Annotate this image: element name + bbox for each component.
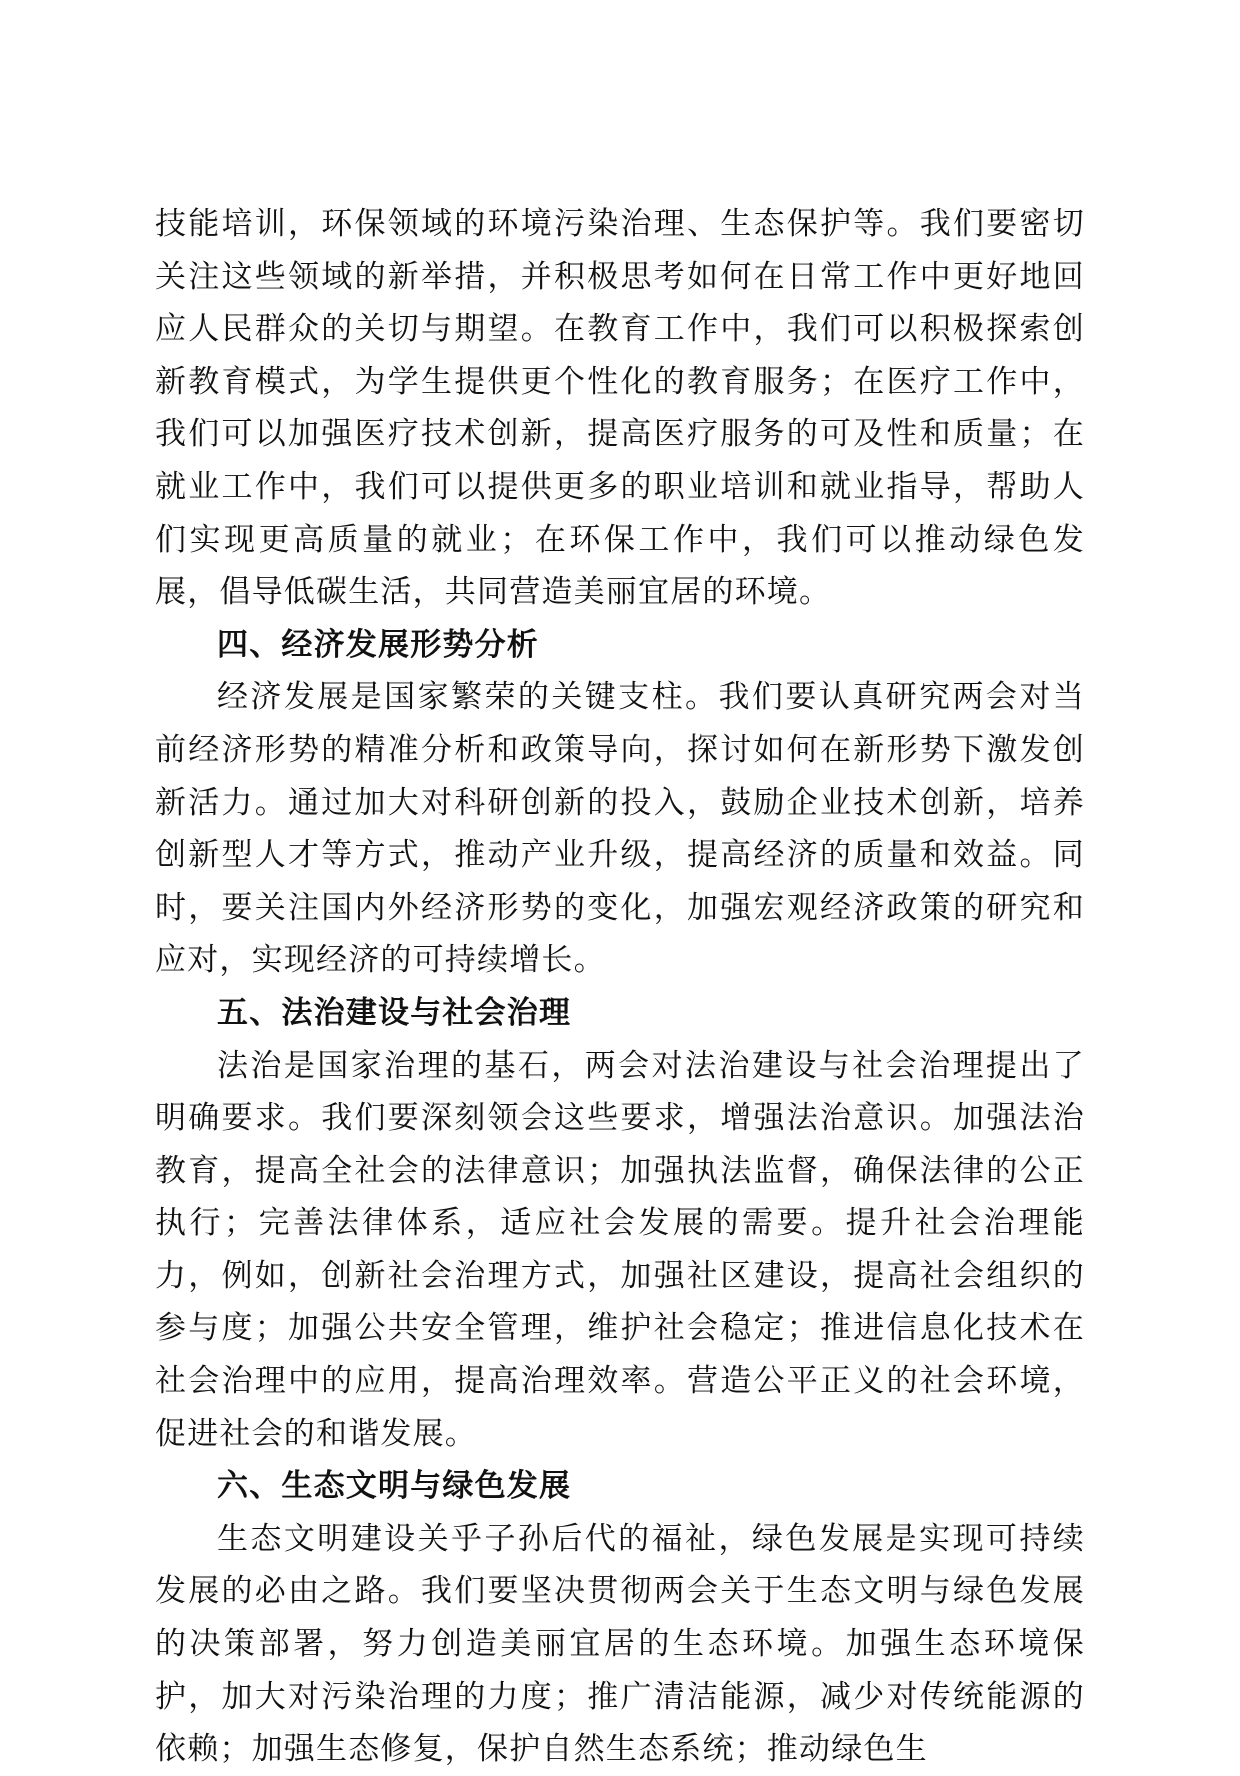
section-paragraph-economy: 经济发展是国家繁荣的关键支柱。我们要认真研究两会对当前经济形势的精准分析和政策导向，探讨如何在新形势下激发创新活力。通过加大对科研创新的投入，鼓励企业技术创新，培养创新型人才等方式，推动产业升级，提高经济的质量和效益。同时，要关注国内外经济形势的变化，加强宏观经济政策的研究和应对，实现经济的可持续增长。: [155, 679, 1085, 979]
section-heading-rule-of-law: 五、法治建设与社会治理: [217, 994, 572, 1031]
section-heading-economy: 四、经济发展形势分析: [217, 626, 539, 663]
continued-paragraph: 技能培训，环保领域的环境污染治理、生态保护等。我们要密切关注这些领域的新举措，并积极思考如何在日常工作中更好地回应人民群众的关切与期望。在教育工作中，我们可以积极探索创新教育模式，为学生提供更个性化的教育服务；在医疗工作中，我们可以加强医疗技术创新，提高医疗服务的可及性和质量；在就业工作中，我们可以提供更多的职业培训和就业指导，帮助人们实现更高质量的就业；在环保工作中，我们可以推动绿色发展，倡导低碳生活，共同营造美丽宜居的环境。: [155, 206, 1085, 611]
section-paragraph-rule-of-law: 法治是国家治理的基石，两会对法治建设与社会治理提出了明确要求。我们要深刻领会这些要求，增强法治意识。加强法治教育，提高全社会的法律意识；加强执法监督，确保法律的公正执行；完善法律体系，适应社会发展的需要。提升社会治理能力，例如，创新社会治理方式，加强社区建设，提高社会组织的参与度；加强公共安全管理，维护社会稳定；推进信息化技术在社会治理中的应用，提高治理效率。营造公平正义的社会环境，促进社会的和谐发展。: [155, 1047, 1085, 1452]
document-body: [155, 198, 1085, 1776]
section-paragraph-ecology: 生态文明建设关乎子孙后代的福祉，绿色发展是实现可持续发展的必由之路。我们要坚决贯彻两会关于生态文明与绿色发展的决策部署，努力创造美丽宜居的生态环境。加强生态环境保护，加大对污染治理的力度；推广清洁能源，减少对传统能源的依赖；加强生态修复，保护自然生态系统；推动绿色生: [155, 1520, 1085, 1768]
section-heading-ecology: 六、生态文明与绿色发展: [217, 1468, 572, 1505]
